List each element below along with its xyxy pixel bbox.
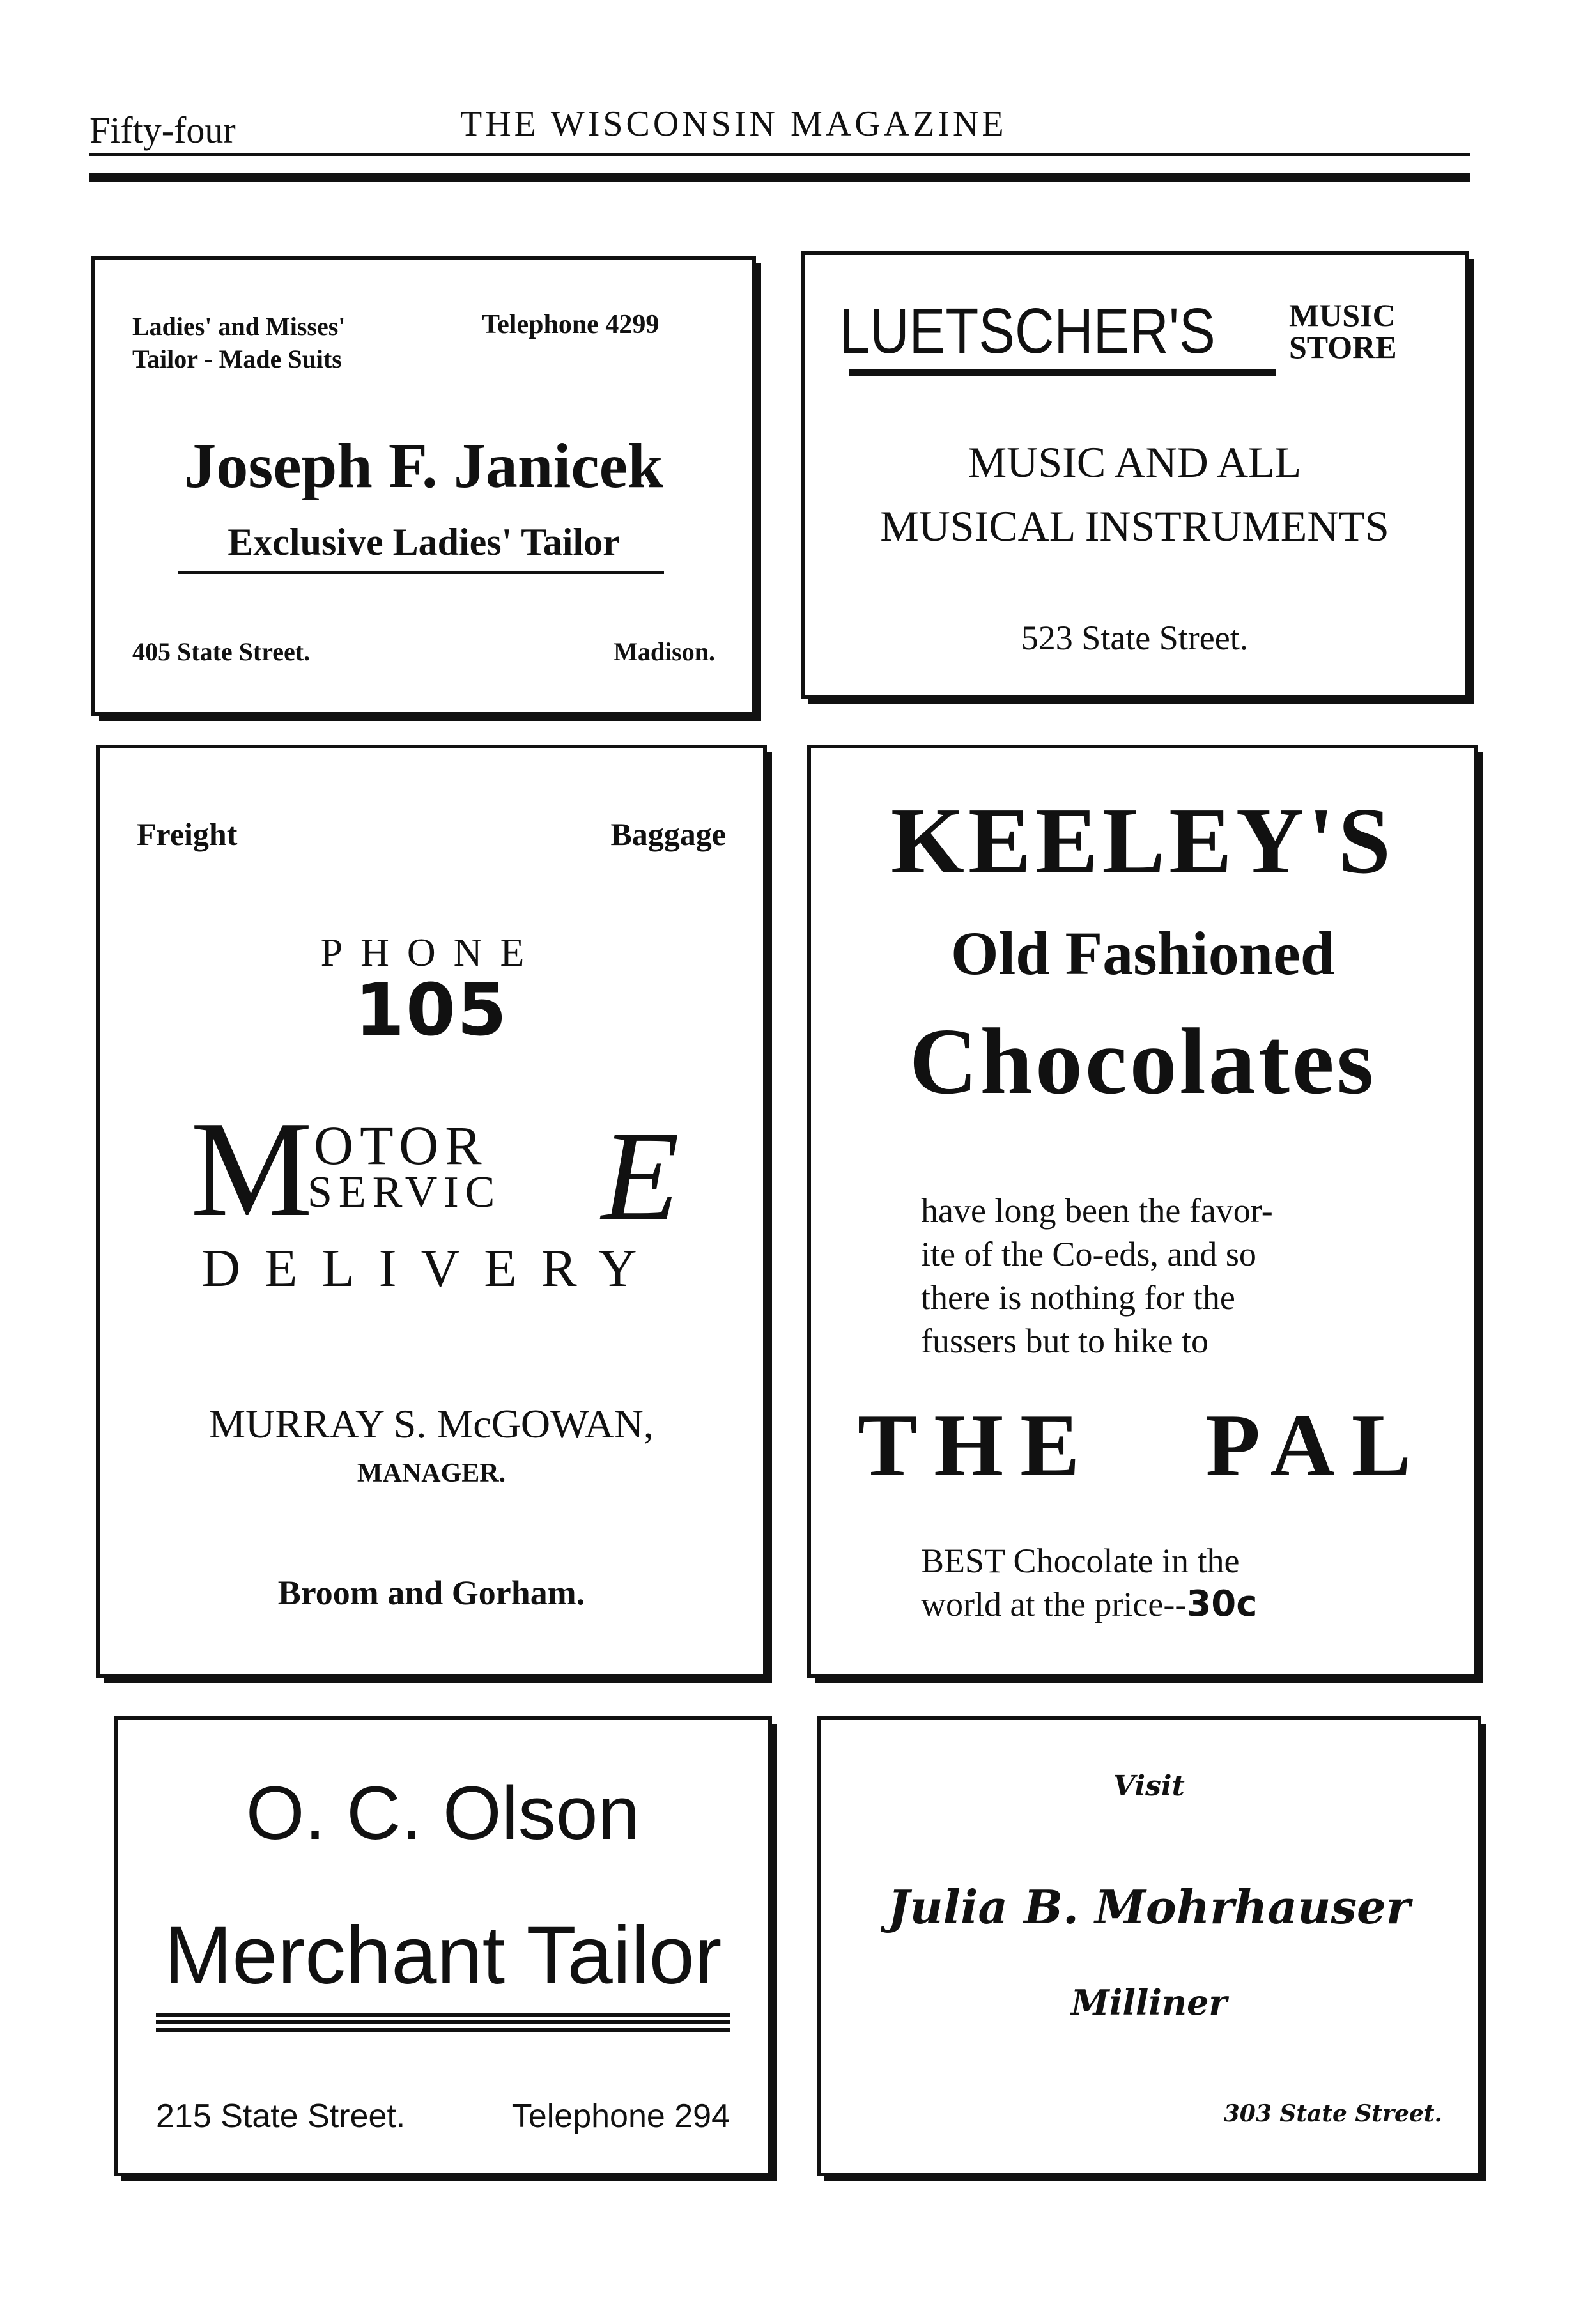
ad-keeley-best2: world at the price--: [921, 1585, 1187, 1623]
ad-keeley-pal: THE PAL: [857, 1396, 1428, 1495]
ad-olson-rule-2: [156, 2020, 730, 2024]
ad-keeley-price: 30c: [1186, 1583, 1258, 1625]
ad-motor-phone-label: PHONE: [320, 931, 543, 975]
ad-luetscher-line1: MUSIC AND ALL: [968, 438, 1302, 486]
ad-motor-manager-name: MURRAY S. McGOWAN,: [209, 1401, 654, 1446]
ad-janicek-address: 405 State Street.: [132, 637, 311, 666]
ad-luetscher-store-line1: MUSIC: [1289, 297, 1396, 333]
ad-janicek-tagline: Exclusive Ladies' Tailor: [228, 521, 620, 563]
ad-keeley-best1: BEST Chocolate in the: [921, 1542, 1240, 1580]
header-rule-thin: [89, 153, 1470, 156]
page-number: Fifty-four: [89, 109, 236, 151]
ad-mohrhauser-visit: Visit: [1113, 1770, 1185, 1802]
ad-motor-big-e: E: [601, 1106, 680, 1247]
ad-motor-service: SERVIC: [307, 1168, 502, 1217]
ad-motor-phone-number: 105: [355, 969, 508, 1052]
ad-janicek-city: Madison.: [614, 637, 715, 666]
ad-luetscher: [801, 251, 1469, 699]
ad-olson-address: 215 State Street.: [156, 2098, 406, 2135]
ad-janicek-telephone: Telephone 4299: [482, 310, 660, 339]
ad-motor-delivery: DELIVERY: [201, 1239, 661, 1298]
ad-janicek-line2: Tailor - Made Suits: [132, 345, 342, 373]
header-rule-thick: [89, 173, 1470, 182]
ad-janicek: [91, 256, 756, 716]
ad-keeley-body4: fussers but to hike to: [921, 1322, 1208, 1360]
ad-luetscher-name: LUETSCHER'S: [840, 295, 1216, 367]
ad-motor-location: Broom and Gorham.: [277, 1574, 585, 1612]
ad-keeley-body2: ite of the Co-eds, and so: [921, 1235, 1256, 1273]
ad-motor-freight: Freight: [137, 816, 238, 852]
ad-keeley-body3: there is nothing for the: [921, 1278, 1235, 1317]
ad-keeley-line1: Old Fashioned: [950, 919, 1335, 988]
ad-keeley-body1: have long been the favor-: [921, 1191, 1273, 1230]
ad-luetscher-line2: MUSICAL INSTRUMENTS: [880, 502, 1389, 550]
ad-olson-telephone: Telephone 294: [511, 2098, 730, 2135]
ad-olson-rule-3: [156, 2028, 730, 2032]
ad-olson: [114, 1716, 772, 2176]
ad-olson-trade: Merchant Tailor: [164, 1910, 722, 2001]
ad-luetscher-store-line2: STORE: [1289, 329, 1397, 365]
ad-luetscher-address: 523 State Street.: [1021, 619, 1249, 657]
ad-olson-rule-1: [156, 2013, 730, 2017]
ad-janicek-name: Joseph F. Janicek: [184, 430, 663, 501]
ad-luetscher-underline: [849, 369, 1276, 376]
ad-janicek-underline: [178, 571, 664, 574]
ad-motor-service: [96, 745, 767, 1678]
ad-motor-motor: OTOR: [314, 1115, 488, 1176]
ad-mohrhauser-name: Julia B. Mohrhauser: [888, 1880, 1410, 1934]
ad-mohrhauser: [817, 1716, 1481, 2176]
ad-motor-manager-title: MANAGER.: [357, 1459, 506, 1488]
ad-keeley-name: KEELEY'S: [890, 789, 1395, 894]
ad-janicek-line1: Ladies' and Misses': [132, 312, 346, 341]
ad-motor-baggage: Baggage: [610, 816, 726, 852]
ad-mohrhauser-trade: Milliner: [1071, 1982, 1227, 2023]
magazine-title: THE WISCONSIN MAGAZINE: [460, 104, 1007, 144]
ad-keeley-best2-line: [921, 1583, 1257, 1625]
ad-keeley: [807, 745, 1478, 1678]
ad-olson-name: O. C. Olson: [245, 1771, 640, 1855]
ad-motor-big-m: M: [190, 1092, 313, 1245]
ad-mohrhauser-address: 303 State Street.: [1223, 2100, 1442, 2127]
ad-keeley-line2: Chocolates: [909, 1009, 1377, 1114]
